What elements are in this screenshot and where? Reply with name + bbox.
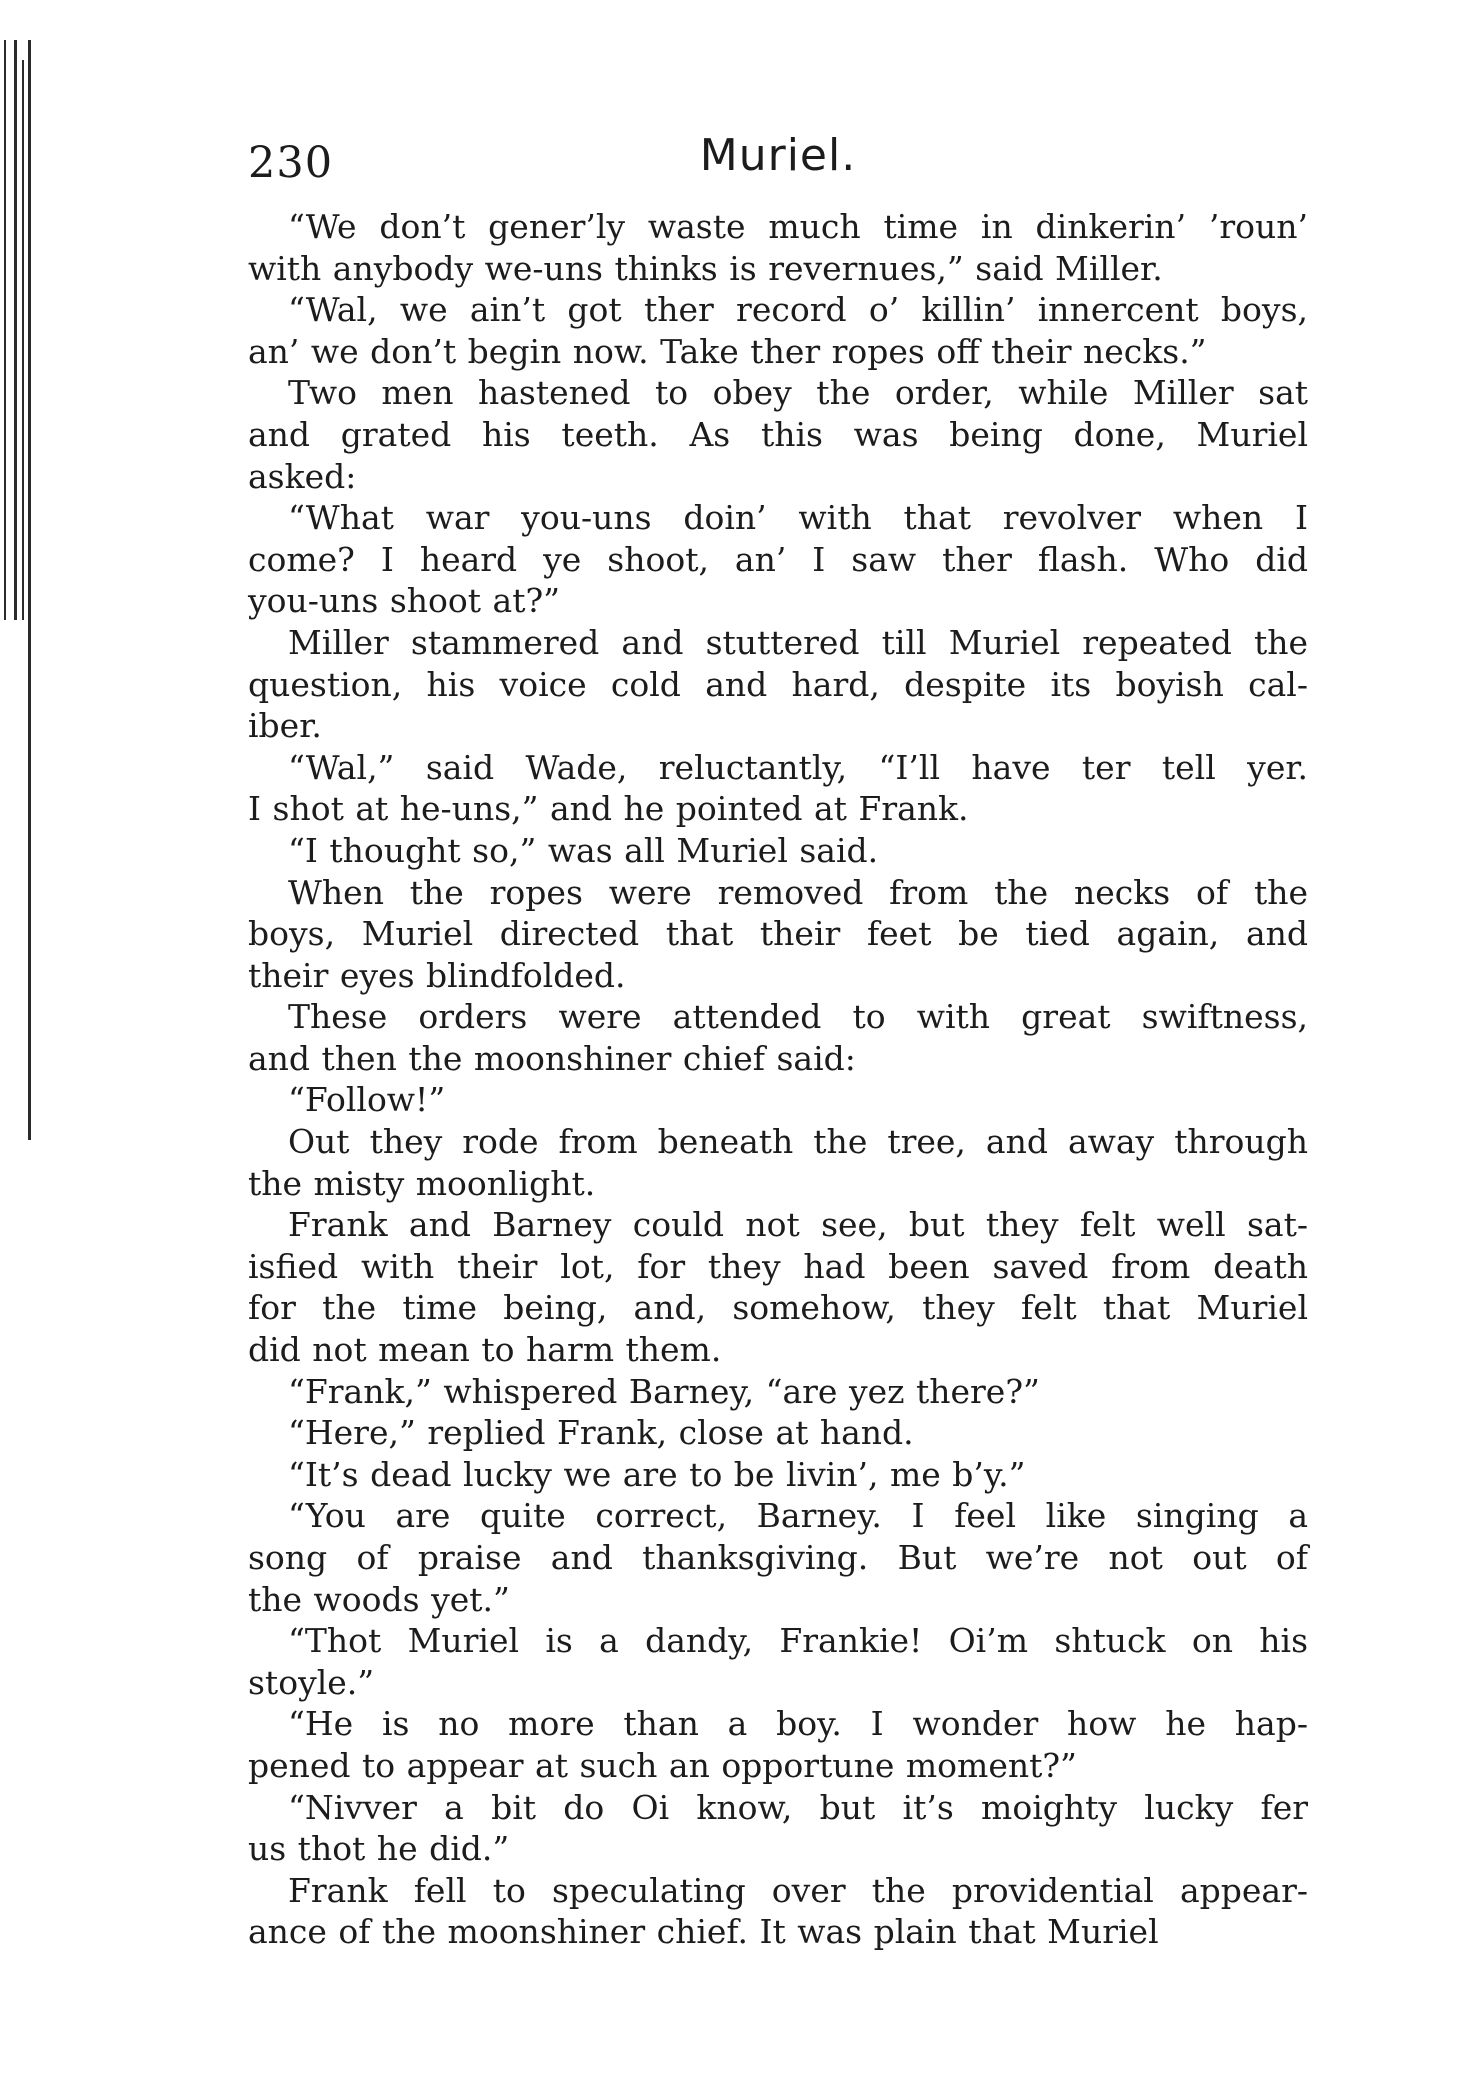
text-line: “Follow!” — [288, 1080, 446, 1120]
text-line: did not mean to harm them. — [248, 1330, 722, 1370]
paragraph — [248, 1079, 1308, 1121]
text-line: Out they rode from beneath the tree, and away through — [288, 1122, 1308, 1162]
text-line: “We don’t gener’ly waste much time in dinkerin’ ’roun’ — [288, 207, 1308, 246]
paragraph — [248, 747, 1308, 830]
page-number: 230 — [248, 138, 334, 188]
text-line: Frank and Barney could not see, but they felt well sat- — [288, 1205, 1308, 1245]
paragraph — [248, 289, 1308, 372]
text-line: “Wal, we ain’t got ther record o’ killin’ innercent boys, — [288, 290, 1308, 330]
paragraph — [248, 372, 1308, 497]
text-line: you-uns shoot at?” — [248, 581, 561, 621]
paragraph — [248, 1703, 1308, 1786]
text-line: “What war you-uns doin’ with that revolver when I — [288, 498, 1308, 538]
paragraph — [248, 1787, 1308, 1870]
paragraph — [248, 622, 1308, 747]
text-line: “Frank,” whispered Barney, “are yez there?” — [288, 1371, 1040, 1411]
running-head — [248, 130, 1308, 200]
text-line: “Thot Muriel is a dandy, Frankie! Oi’m shtuck on his — [288, 1621, 1308, 1661]
paragraph — [248, 1870, 1308, 1953]
text-line: “It’s dead lucky we are to be livin’, me b’y.” — [288, 1454, 1026, 1494]
text-line: come? I heard ye shoot, an’ I saw ther flash. Who did — [248, 539, 1308, 579]
text-line: question, his voice cold and hard, despite its boyish cal- — [248, 664, 1308, 704]
text-line: Miller stammered and stuttered till Muriel repeated the — [288, 622, 1308, 662]
paragraph — [248, 1412, 1308, 1454]
text-line: with anybody we-uns thinks is revernues,” said Miller. — [248, 248, 1163, 288]
text-line: “Here,” replied Frank, close at hand. — [288, 1413, 914, 1453]
paragraph — [248, 1495, 1308, 1620]
text-line: song of praise and thanksgiving. But we’re not out of — [248, 1538, 1308, 1577]
text-line: pened to appear at such an opportune moment?” — [248, 1745, 1077, 1785]
text-line: “I thought so,” was all Muriel said. — [288, 830, 879, 870]
text-line: us thot he did.” — [248, 1829, 510, 1869]
text-line: “Wal,” said Wade, reluctantly, “I’ll have ter tell yer. — [288, 747, 1308, 787]
text-line: When the ropes were removed from the necks of the — [288, 872, 1308, 912]
paragraph — [248, 996, 1308, 1079]
text-line: the woods yet.” — [248, 1579, 510, 1619]
text-line: iber. — [248, 706, 322, 746]
body-text — [248, 206, 1308, 1953]
paragraph — [248, 1371, 1308, 1413]
text-line: These orders were attended to with great swiftness, — [288, 997, 1308, 1037]
paragraph — [248, 1454, 1308, 1496]
text-line: I shot at he-uns,” and he pointed at Frank. — [248, 789, 969, 829]
text-line: “He is no more than a boy. I wonder how he hap- — [288, 1704, 1308, 1744]
text-line: boys, Muriel directed that their feet be tied again, and — [248, 914, 1308, 954]
paragraph — [248, 206, 1308, 289]
text-line: Two men hastened to obey the order, while Miller sat — [288, 373, 1308, 413]
text-line: stoyle.” — [248, 1662, 375, 1702]
text-line: asked: — [248, 456, 357, 496]
text-line: the misty moonlight. — [248, 1163, 596, 1203]
book-page — [248, 130, 1308, 1953]
paragraph — [248, 1121, 1308, 1204]
scan-edge-binding — [0, 40, 40, 620]
paragraph — [248, 830, 1308, 872]
text-line: ance of the moonshiner chief. It was plain that Muriel — [248, 1912, 1159, 1952]
paragraph — [248, 1204, 1308, 1370]
text-line: isfied with their lot, for they had been saved from death — [248, 1246, 1308, 1286]
text-line: and then the moonshiner chief said: — [248, 1038, 856, 1078]
text-line: an’ we don’t begin now. Take ther ropes off their necks.” — [248, 331, 1207, 371]
text-line: Frank fell to speculating over the providential appear- — [288, 1870, 1308, 1910]
paragraph — [248, 1620, 1308, 1703]
chapter-title: Muriel. — [699, 130, 857, 181]
paragraph — [248, 872, 1308, 997]
text-line: and grated his teeth. As this was being done, Muriel — [248, 414, 1308, 454]
paragraph — [248, 497, 1308, 622]
text-line: “You are quite correct, Barney. I feel like singing a — [288, 1496, 1308, 1536]
text-line: “Nivver a bit do Oi know, but it’s moighty lucky fer — [288, 1787, 1308, 1827]
text-line: for the time being, and, somehow, they felt that Muriel — [248, 1288, 1308, 1328]
text-line: their eyes blindfolded. — [248, 955, 626, 995]
